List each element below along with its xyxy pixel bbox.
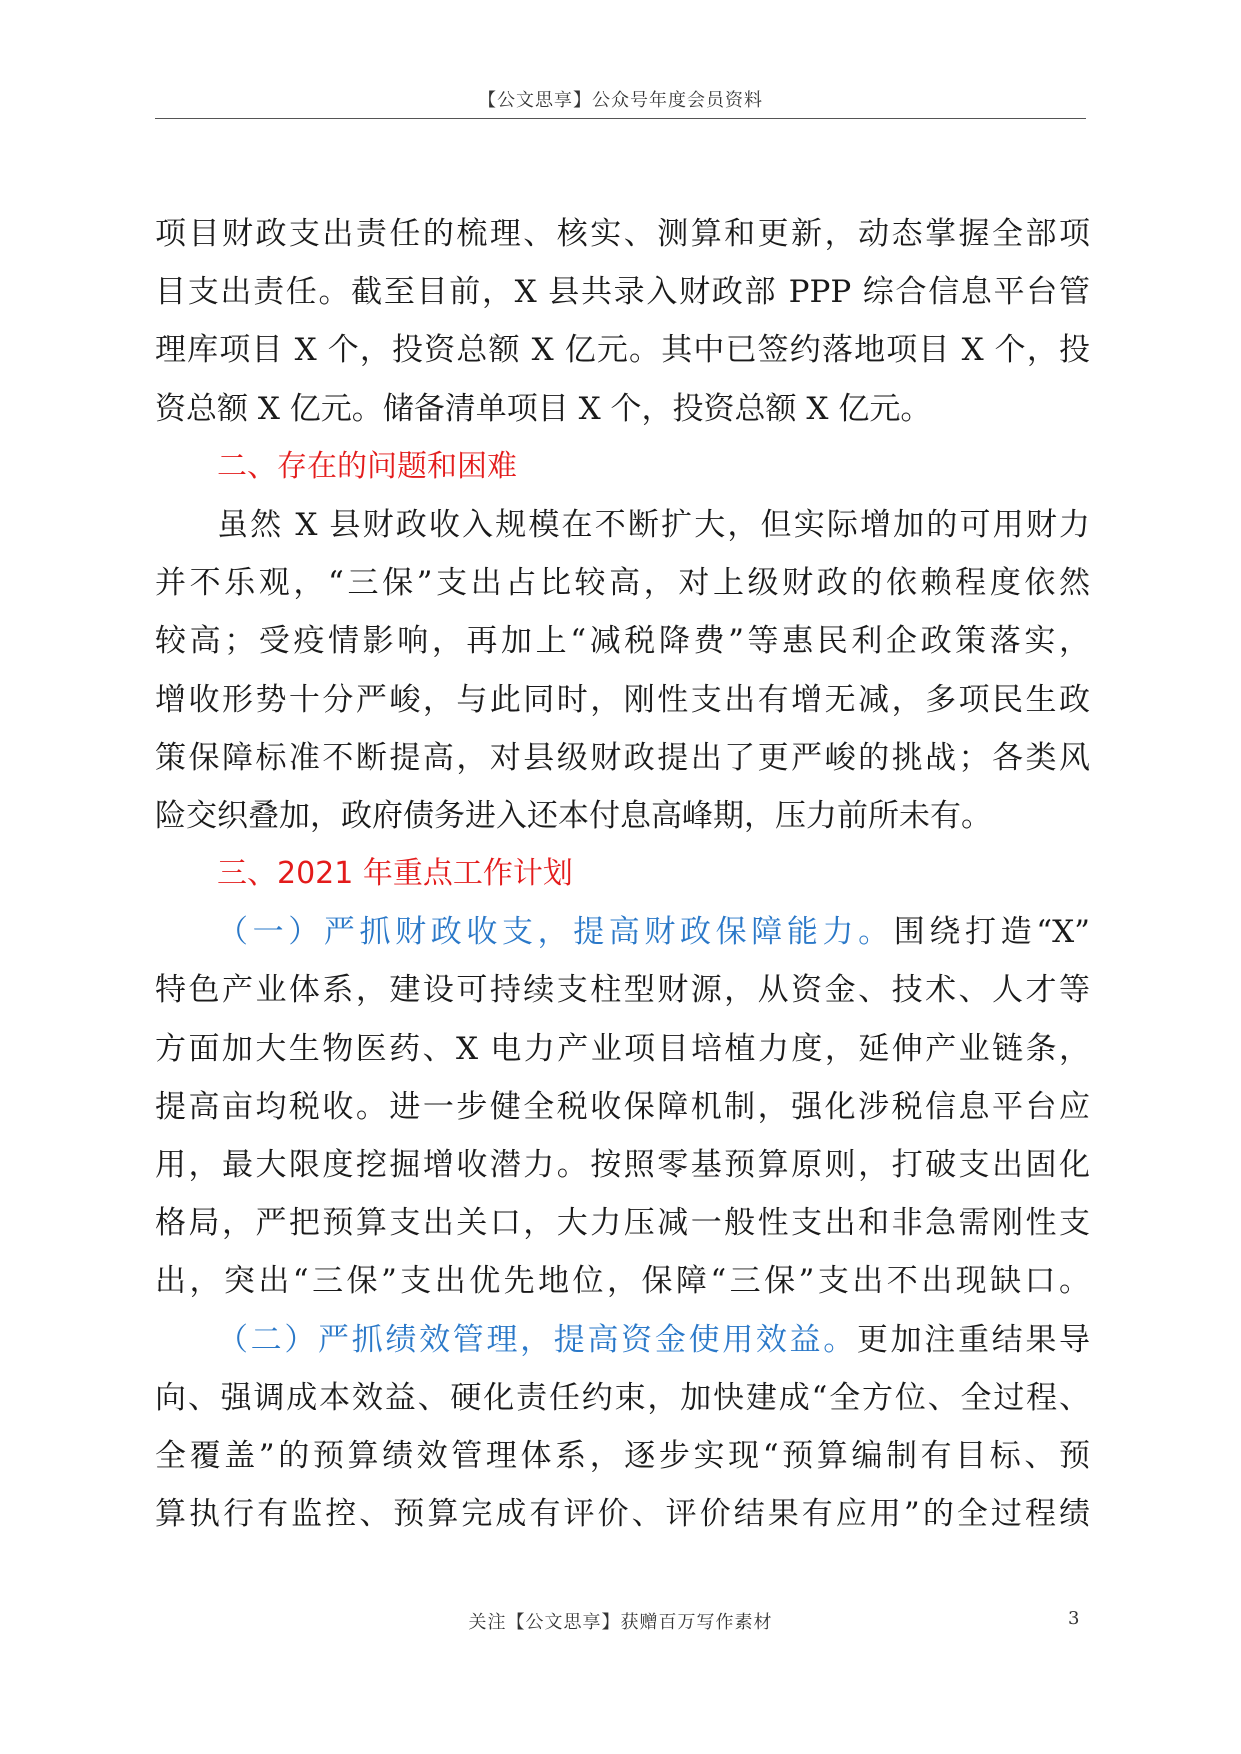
paragraph-line: 并不乐观，“三保”支出占比较高，对上级财政的依赖程度依然 [155, 565, 1090, 602]
page-number: 3 [1068, 1608, 1080, 1629]
paragraph-line: 资总额 X 亿元。储备清单项目 X 个，投资总额 X 亿元。 [155, 390, 932, 427]
paragraph-line: 虽然 X 县财政收入规模在不断扩大，但实际增加的可用财力 [217, 506, 1090, 543]
paragraph-line: 较高；受疫情影响，再加上“减税降费”等惠民利企政策落实， [155, 623, 1090, 660]
paragraph-line: 项目财政支出责任的梳理、核实、测算和更新，动态掌握全部项 [155, 216, 1090, 252]
subsection-first-line [155, 903, 1090, 961]
paragraph-line: 格局，严把预算支出关口，大力压减一般性支出和非急需刚性支 [155, 1205, 1090, 1242]
paragraph-line: 向、强调成本效益、硬化责任约束，加快建成“全方位、全过程、 [155, 1379, 1090, 1416]
paragraph-line: 险交织叠加，政府债务进入还本付息高峰期，压力前所未有。 [155, 797, 992, 834]
document-body [155, 205, 1090, 1543]
paragraph-line: 提高亩均税收。进一步健全税收保障机制，强化涉税信息平台应 [155, 1088, 1090, 1125]
paragraph-line: 全覆盖”的预算绩效管理体系，逐步实现“预算编制有目标、预 [155, 1437, 1090, 1474]
paragraph-line: 方面加大生物医药、X 电力产业项目培植力度，延伸产业链条， [155, 1030, 1090, 1067]
subsection-title-fiscal: （一）严抓财政收支，提高财政保障能力。 [217, 914, 894, 951]
subsection-first-line-text: 更加注重结果导 [856, 1321, 1090, 1358]
paragraph-line: 算执行有监控、预算完成有评价、评价结果有应用”的全过程绩 [155, 1496, 1090, 1533]
section-heading-work-plan: 三、2021 年重点工作计划 [217, 856, 573, 892]
paragraph-line: 用，最大限度挖掘增收潜力。按照零基预算原则，打破支出固化 [155, 1147, 1090, 1183]
paragraph-line: 出，突出“三保”支出优先地位，保障“三保”支出不出现缺口。 [155, 1263, 1090, 1300]
paragraph-line: 增收形势十分严峻，与此同时，刚性支出有增无减，多项民生政 [155, 681, 1090, 718]
paragraph-line: 理库项目 X 个，投资总额 X 亿元。其中已签约落地项目 X 个，投 [155, 332, 1090, 369]
subsection-title-performance: （二）严抓绩效管理，提高资金使用效益。 [217, 1321, 857, 1358]
section-heading-problems: 二、存在的问题和困难 [217, 448, 517, 484]
page-footer: 关注【公文思享】获赠百万写作素材 [468, 1612, 773, 1633]
header-divider [155, 118, 1086, 119]
subsection-first-line-text: 围绕打造“X” [893, 914, 1090, 951]
paragraph-line: 策保障标准不断提高，对县级财政提出了更严峻的挑战；各类风 [155, 739, 1090, 776]
paragraph-line: 特色产业体系，建设可持续支柱型财源，从资金、技术、人才等 [155, 972, 1090, 1009]
paragraph-line: 目支出责任。截至目前，X 县共录入财政部 PPP 综合信息平台管 [155, 274, 1090, 311]
page-header: 【公文思享】公众号年度会员资料 [478, 90, 763, 111]
subsection-first-line [155, 1311, 1090, 1369]
